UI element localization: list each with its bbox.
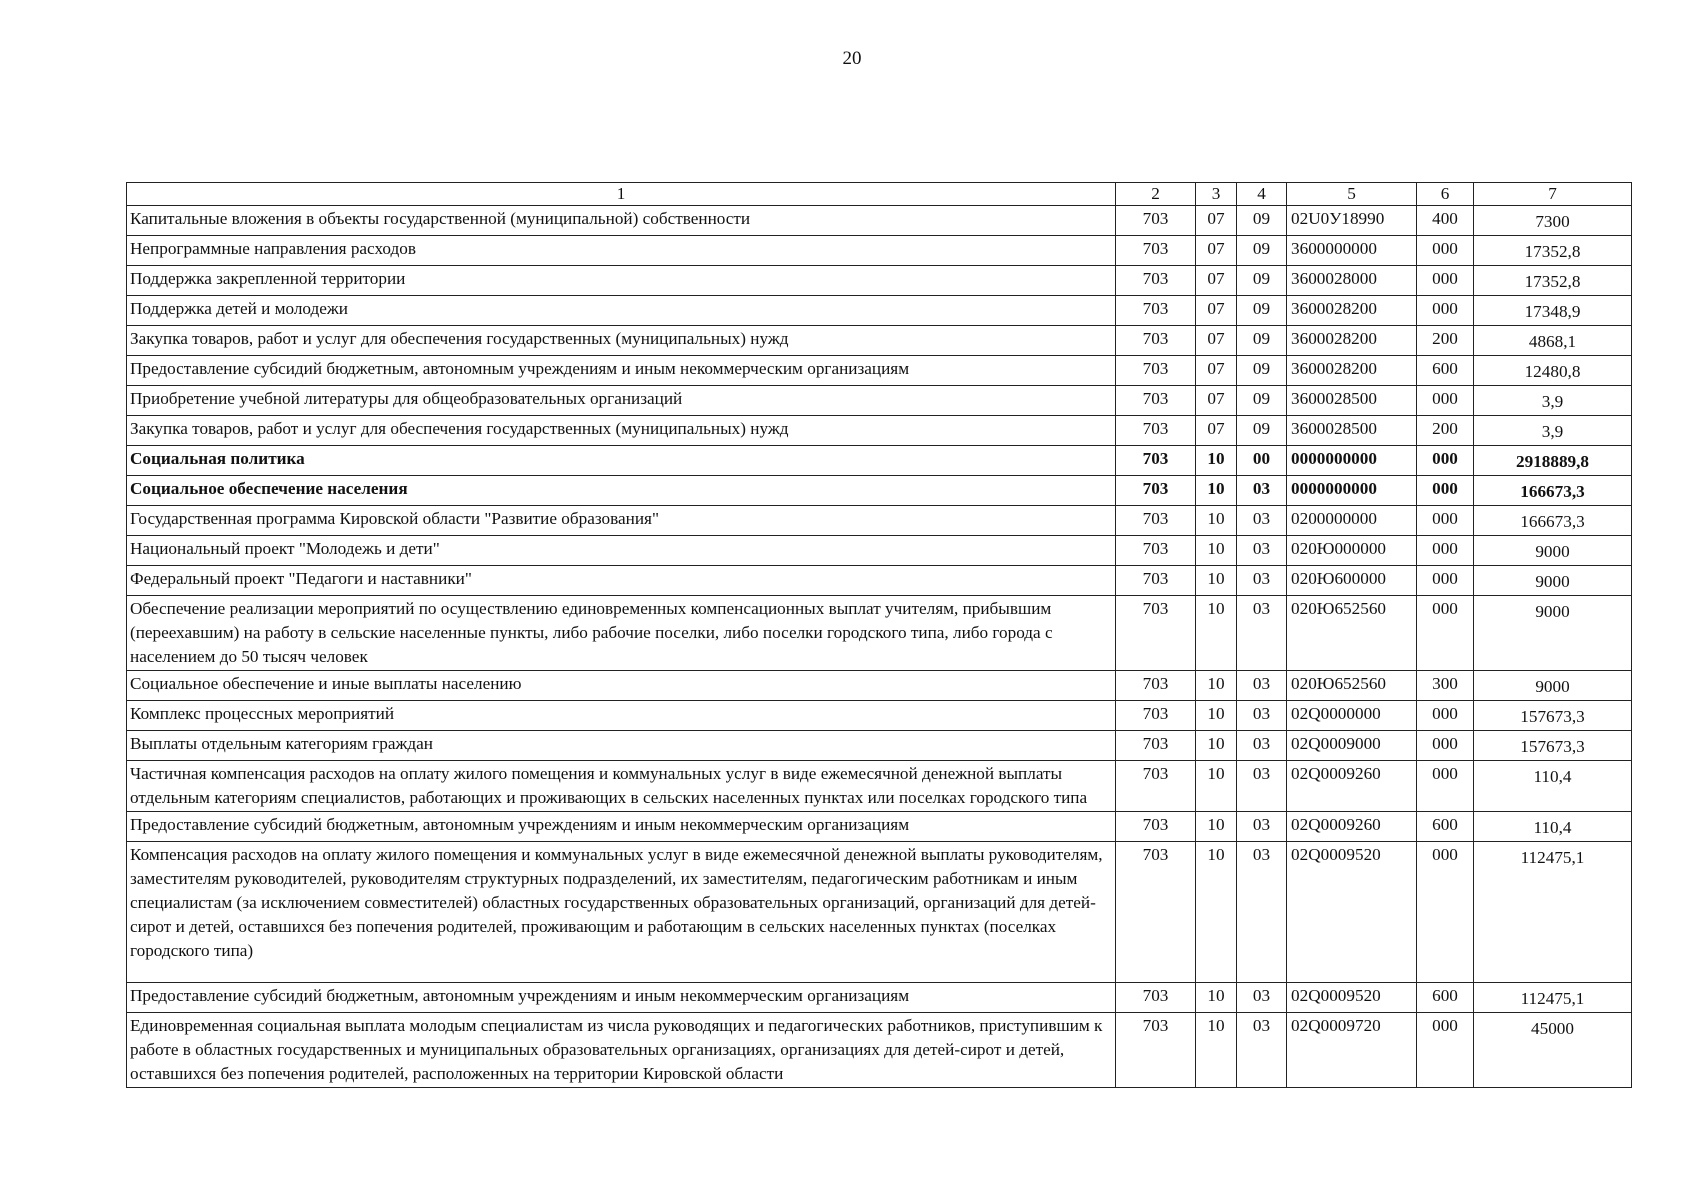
table-row [127,326,1632,356]
target-article-code: 0200000000 [1287,506,1417,536]
table-row [127,296,1632,326]
item-name: Закупка товаров, работ и услуг для обеспечения государственных (муниципальных) нужд [127,326,1116,356]
target-article-code: 3600028000 [1287,266,1417,296]
expense-type-code: 600 [1417,983,1474,1013]
expense-type-code: 300 [1417,671,1474,701]
table-row [127,761,1632,812]
section-code: 07 [1196,266,1237,296]
item-name: Поддержка детей и молодежи [127,296,1116,326]
subsection-code: 09 [1237,296,1287,326]
dept-code: 703 [1116,476,1196,506]
dept-code: 703 [1116,596,1196,671]
table-row [127,506,1632,536]
subsection-code: 03 [1237,476,1287,506]
target-article-code: 02U0У18990 [1287,206,1417,236]
amount: 2918889,8 [1474,446,1632,476]
amount: 110,4 [1474,812,1632,842]
header-cell: 6 [1417,183,1474,206]
target-article-code: 0000000000 [1287,446,1417,476]
target-article-code: 02Q0009260 [1287,812,1417,842]
expense-type-code: 000 [1417,386,1474,416]
table-row [127,206,1632,236]
section-code: 07 [1196,206,1237,236]
table-row [127,1013,1632,1088]
item-name: Поддержка закрепленной территории [127,266,1116,296]
header-row [127,183,1632,206]
expense-type-code: 600 [1417,356,1474,386]
header-cell: 1 [127,183,1116,206]
amount: 4868,1 [1474,326,1632,356]
section-code: 10 [1196,761,1237,812]
table-row [127,476,1632,506]
dept-code: 703 [1116,812,1196,842]
target-article-code: 3600028500 [1287,386,1417,416]
item-name: Капитальные вложения в объекты государственной (муниципальной) собственности [127,206,1116,236]
subsection-code: 09 [1237,266,1287,296]
amount: 166673,3 [1474,506,1632,536]
section-code: 07 [1196,356,1237,386]
section-code: 10 [1196,566,1237,596]
header-cell: 2 [1116,183,1196,206]
table-row [127,236,1632,266]
target-article-code: 02Q0009260 [1287,761,1417,812]
target-article-code: 020Ю000000 [1287,536,1417,566]
dept-code: 703 [1116,506,1196,536]
expense-type-code: 000 [1417,506,1474,536]
table-row [127,983,1632,1013]
section-code: 10 [1196,596,1237,671]
section-code: 10 [1196,446,1237,476]
item-name: Приобретение учебной литературы для общеобразовательных организаций [127,386,1116,416]
dept-code: 703 [1116,761,1196,812]
section-code: 10 [1196,476,1237,506]
dept-code: 703 [1116,416,1196,446]
subsection-code: 03 [1237,731,1287,761]
item-name: Обеспечение реализации мероприятий по осуществлению единовременных компенсационных выплат учителям, прибывшим (переехавшим) на работу в сельские населенные пункты, либо рабочие поселки, либо поселки городского типа, либо города с населением до 50 тысяч человек [127,596,1116,671]
target-article-code: 3600000000 [1287,236,1417,266]
subsection-code: 03 [1237,536,1287,566]
amount: 157673,3 [1474,701,1632,731]
item-name: Единовременная социальная выплата молодым специалистам из числа руководящих и педагогических работников, приступившим к работе в областных государственных и муниципальных образовательных организациях, организациях для детей-сирот и детей, оставшихся без попечения родителей, расположенных на территории Кировской области [127,1013,1116,1088]
section-code: 07 [1196,236,1237,266]
subsection-code: 03 [1237,671,1287,701]
expense-type-code: 000 [1417,1013,1474,1088]
header-cell: 4 [1237,183,1287,206]
amount: 17348,9 [1474,296,1632,326]
dept-code: 703 [1116,266,1196,296]
item-name: Непрограммные направления расходов [127,236,1116,266]
section-code: 10 [1196,842,1237,983]
amount: 17352,8 [1474,236,1632,266]
amount: 9000 [1474,596,1632,671]
amount: 3,9 [1474,386,1632,416]
expense-type-code: 000 [1417,236,1474,266]
table-row [127,596,1632,671]
target-article-code: 02Q0009720 [1287,1013,1417,1088]
subsection-code: 03 [1237,566,1287,596]
target-article-code: 02Q0009000 [1287,731,1417,761]
dept-code: 703 [1116,206,1196,236]
amount: 9000 [1474,566,1632,596]
amount: 110,4 [1474,761,1632,812]
section-code: 10 [1196,506,1237,536]
section-code: 10 [1196,983,1237,1013]
section-code: 10 [1196,701,1237,731]
subsection-code: 03 [1237,1013,1287,1088]
item-name: Закупка товаров, работ и услуг для обеспечения государственных (муниципальных) нужд [127,416,1116,446]
section-code: 10 [1196,1013,1237,1088]
section-code: 10 [1196,536,1237,566]
dept-code: 703 [1116,446,1196,476]
table-row [127,266,1632,296]
target-article-code: 020Ю600000 [1287,566,1417,596]
amount: 7300 [1474,206,1632,236]
amount: 17352,8 [1474,266,1632,296]
table-body [127,206,1632,1088]
expense-type-code: 000 [1417,476,1474,506]
section-code: 07 [1196,416,1237,446]
item-name: Предоставление субсидий бюджетным, автономным учреждениям и иным некоммерческим организациям [127,983,1116,1013]
table-row [127,566,1632,596]
amount: 12480,8 [1474,356,1632,386]
item-name: Социальное обеспечение и иные выплаты населению [127,671,1116,701]
subsection-code: 03 [1237,506,1287,536]
table-row [127,536,1632,566]
table-row [127,356,1632,386]
subsection-code: 03 [1237,596,1287,671]
dept-code: 703 [1116,701,1196,731]
dept-code: 703 [1116,842,1196,983]
target-article-code: 3600028500 [1287,416,1417,446]
expense-type-code: 000 [1417,536,1474,566]
budget-table [126,182,1632,1088]
target-article-code: 0000000000 [1287,476,1417,506]
amount: 9000 [1474,671,1632,701]
target-article-code: 02Q0009520 [1287,842,1417,983]
subsection-code: 03 [1237,761,1287,812]
dept-code: 703 [1116,386,1196,416]
table-row [127,446,1632,476]
table-row [127,812,1632,842]
amount: 3,9 [1474,416,1632,446]
expense-type-code: 000 [1417,842,1474,983]
dept-code: 703 [1116,983,1196,1013]
section-code: 10 [1196,731,1237,761]
target-article-code: 02Q0000000 [1287,701,1417,731]
header-cell: 7 [1474,183,1632,206]
expense-type-code: 000 [1417,731,1474,761]
amount: 9000 [1474,536,1632,566]
subsection-code: 09 [1237,236,1287,266]
expense-type-code: 000 [1417,566,1474,596]
item-name: Выплаты отдельным категориям граждан [127,731,1116,761]
dept-code: 703 [1116,566,1196,596]
dept-code: 703 [1116,731,1196,761]
item-name: Национальный проект "Молодежь и дети" [127,536,1116,566]
dept-code: 703 [1116,296,1196,326]
expense-type-code: 000 [1417,266,1474,296]
subsection-code: 00 [1237,446,1287,476]
expense-type-code: 000 [1417,446,1474,476]
subsection-code: 03 [1237,701,1287,731]
amount: 112475,1 [1474,983,1632,1013]
section-code: 10 [1196,812,1237,842]
subsection-code: 09 [1237,416,1287,446]
amount: 157673,3 [1474,731,1632,761]
table-row [127,416,1632,446]
expense-type-code: 600 [1417,812,1474,842]
target-article-code: 3600028200 [1287,356,1417,386]
target-article-code: 020Ю652560 [1287,671,1417,701]
section-code: 10 [1196,671,1237,701]
header-cell: 5 [1287,183,1417,206]
item-name: Компенсация расходов на оплату жилого помещения и коммунальных услуг в виде ежемесячной денежной выплаты руководителям, заместителям руководителей, руководителям структурных подразделений, их заместителям, педагогическим работникам и иным специалистам (за исключением совместителей) областных государственных образовательных организаций, организаций для детей-сирот и детей, оставшихся без попечения родителей, проживающим и работающим в сельских населенных пунктах (поселках городского типа) [127,842,1116,983]
expense-type-code: 000 [1417,701,1474,731]
table-row [127,386,1632,416]
amount: 166673,3 [1474,476,1632,506]
item-name: Предоставление субсидий бюджетным, автономным учреждениям и иным некоммерческим организациям [127,356,1116,386]
expense-type-code: 000 [1417,596,1474,671]
target-article-code: 020Ю652560 [1287,596,1417,671]
subsection-code: 03 [1237,842,1287,983]
dept-code: 703 [1116,326,1196,356]
expense-type-code: 000 [1417,296,1474,326]
item-name: Социальное обеспечение населения [127,476,1116,506]
dept-code: 703 [1116,236,1196,266]
item-name: Федеральный проект "Педагоги и наставники" [127,566,1116,596]
item-name: Социальная политика [127,446,1116,476]
section-code: 07 [1196,326,1237,356]
dept-code: 703 [1116,671,1196,701]
item-name: Предоставление субсидий бюджетным, автономным учреждениям и иным некоммерческим организациям [127,812,1116,842]
target-article-code: 3600028200 [1287,326,1417,356]
item-name: Государственная программа Кировской области "Развитие образования" [127,506,1116,536]
header-cell: 3 [1196,183,1237,206]
section-code: 07 [1196,386,1237,416]
expense-type-code: 000 [1417,761,1474,812]
dept-code: 703 [1116,1013,1196,1088]
table-row [127,731,1632,761]
subsection-code: 09 [1237,326,1287,356]
page-number: 20 [842,48,862,69]
subsection-code: 09 [1237,386,1287,416]
target-article-code: 3600028200 [1287,296,1417,326]
expense-type-code: 200 [1417,416,1474,446]
subsection-code: 09 [1237,206,1287,236]
amount: 45000 [1474,1013,1632,1088]
item-name: Частичная компенсация расходов на оплату жилого помещения и коммунальных услуг в виде ежемесячной денежной выплаты отдельным категориям специалистов, работающих и проживающих в сельских населенных пунктах или поселках городского типа [127,761,1116,812]
subsection-code: 03 [1237,983,1287,1013]
section-code: 07 [1196,296,1237,326]
dept-code: 703 [1116,356,1196,386]
amount: 112475,1 [1474,842,1632,983]
expense-type-code: 200 [1417,326,1474,356]
subsection-code: 09 [1237,356,1287,386]
dept-code: 703 [1116,536,1196,566]
table-row [127,842,1632,983]
expense-type-code: 400 [1417,206,1474,236]
target-article-code: 02Q0009520 [1287,983,1417,1013]
table-row [127,701,1632,731]
subsection-code: 03 [1237,812,1287,842]
table-row [127,671,1632,701]
item-name: Комплекс процессных мероприятий [127,701,1116,731]
